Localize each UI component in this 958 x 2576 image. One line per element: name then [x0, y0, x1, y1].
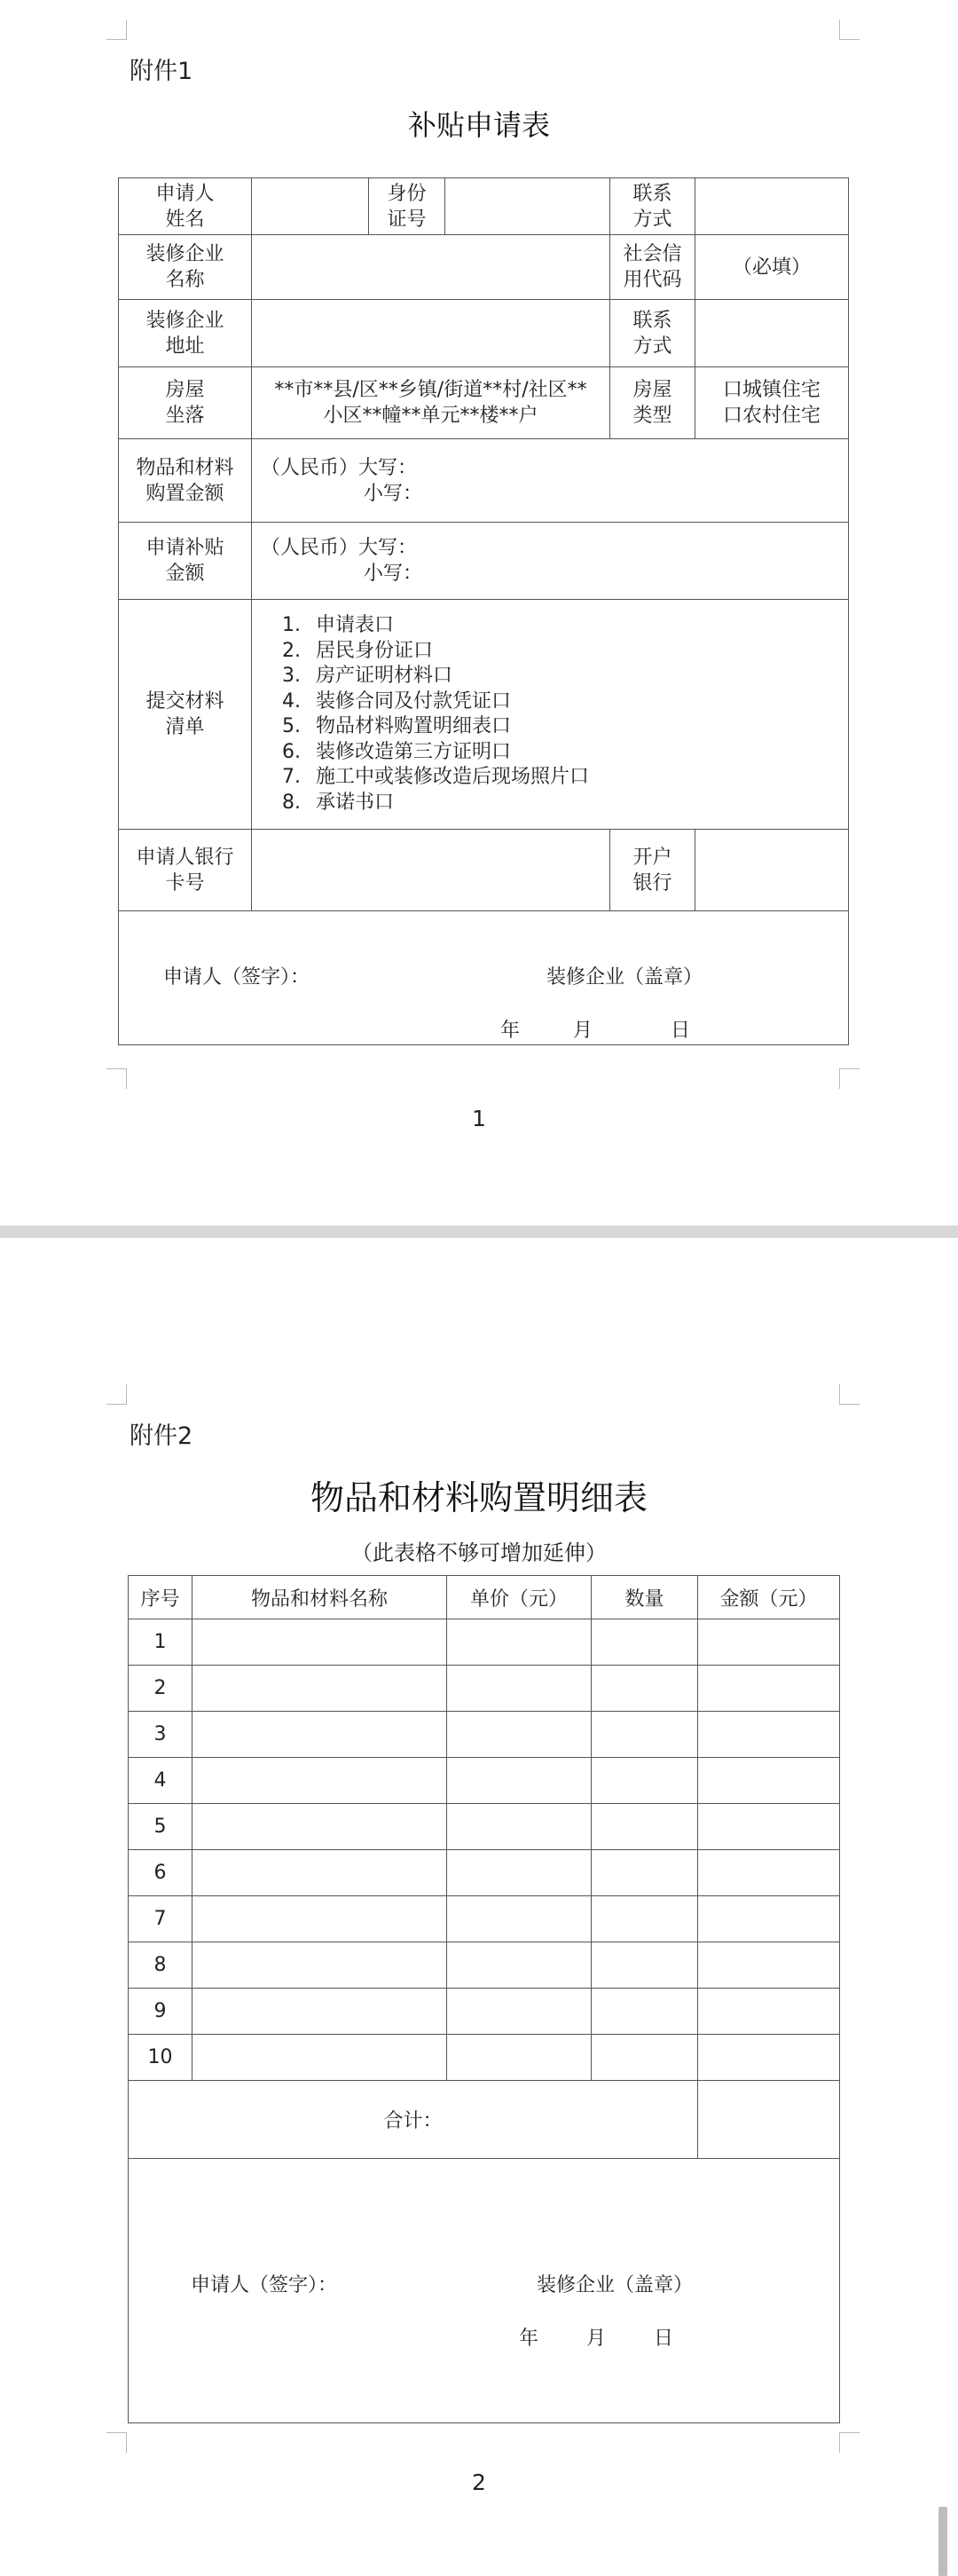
unit-price-cell[interactable]	[447, 1989, 592, 2035]
date-year: 年	[500, 1020, 521, 1042]
bank-label: 开户 银行	[610, 830, 695, 911]
total-amount-cell[interactable]	[698, 2081, 840, 2159]
purchase-amount-lowercase: 小写：	[364, 482, 423, 505]
date-month: 月	[586, 2328, 607, 2350]
page-number: 1	[472, 1106, 486, 1131]
quantity-cell[interactable]	[592, 1619, 698, 1666]
page-corner-mark	[839, 1384, 860, 1405]
quantity-cell[interactable]	[592, 1942, 698, 1989]
applicant-name-field[interactable]	[252, 178, 369, 235]
unit-price-cell[interactable]	[447, 1942, 592, 1989]
header-amount: 金额（元）	[698, 1576, 840, 1619]
item-name-cell[interactable]	[192, 1758, 447, 1804]
bank-card-label: 申请人银行 卡号	[119, 830, 252, 911]
unit-price-cell[interactable]	[447, 1666, 592, 1712]
amount-cell[interactable]	[698, 1666, 840, 1712]
quantity-cell[interactable]	[592, 1666, 698, 1712]
amount-cell[interactable]	[698, 1942, 840, 1989]
row-index: 3	[129, 1712, 192, 1758]
header-item-name: 物品和材料名称	[192, 1576, 447, 1619]
purchase-amount-label: 物品和材料 购置金额	[119, 439, 252, 523]
header-unit-price: 单价（元）	[447, 1576, 592, 1619]
id-number-field[interactable]	[445, 178, 610, 235]
header-index: 序号	[129, 1576, 192, 1619]
item-name-cell[interactable]	[192, 1712, 447, 1758]
page-title: 补贴申请表	[407, 108, 550, 142]
house-location-field[interactable]	[252, 367, 610, 439]
page-corner-mark	[839, 1068, 860, 1089]
signature-area	[129, 2159, 840, 2423]
company-seal-label[interactable]: 装修企业（盖章）	[537, 2274, 694, 2296]
table-row	[129, 1666, 840, 1712]
row-index: 10	[129, 2035, 192, 2081]
subsidy-amount-lowercase: 小写：	[364, 563, 423, 585]
page-number: 2	[472, 2470, 486, 2495]
purchase-amount-field[interactable]	[252, 439, 849, 523]
table-row	[129, 1712, 840, 1758]
total-row	[129, 2081, 840, 2159]
page-corner-mark	[106, 20, 127, 40]
page-corner-mark	[106, 1384, 127, 1405]
table-row	[129, 1896, 840, 1942]
item-name-cell[interactable]	[192, 1942, 447, 1989]
row-index: 9	[129, 1989, 192, 2035]
date-day: 日	[654, 2328, 674, 2350]
table-row	[129, 2035, 840, 2081]
material-item-2[interactable]: 2. 居民身份证口	[307, 639, 844, 665]
unit-price-cell[interactable]	[447, 1619, 592, 1666]
purchase-amount-uppercase: （人民币）大写：	[261, 456, 418, 479]
unit-price-cell[interactable]	[447, 1896, 592, 1942]
house-location-template: **市**县/区**乡镇/街道**村/社区** 小区**幢**单元**楼**户	[274, 379, 587, 427]
company-name-label: 装修企业 名称	[119, 235, 252, 300]
applicant-signature-label[interactable]: 申请人（签字）：	[163, 966, 310, 989]
materials-list-label: 提交材料 清单	[119, 600, 252, 830]
subsidy-application-form	[118, 177, 849, 1045]
id-number-label: 身份 证号	[369, 178, 445, 235]
header-quantity: 数量	[592, 1576, 698, 1619]
purchase-detail-table	[128, 1575, 840, 2423]
quantity-cell[interactable]	[592, 1989, 698, 2035]
house-type-label: 房屋 类型	[610, 367, 695, 439]
total-label: 合计：	[129, 2081, 698, 2159]
document-page-2	[0, 1238, 958, 2576]
amount-cell[interactable]	[698, 1758, 840, 1804]
table-row	[129, 1619, 840, 1666]
row-index: 5	[129, 1804, 192, 1850]
signature-area	[119, 911, 849, 1045]
unit-price-cell[interactable]	[447, 1712, 592, 1758]
subsidy-amount-uppercase: （人民币）大写：	[261, 537, 418, 559]
row-index: 8	[129, 1942, 192, 1989]
company-address-label: 装修企业 地址	[119, 300, 252, 367]
credit-code-field[interactable]	[695, 235, 849, 300]
materials-list	[252, 600, 849, 830]
table-row	[129, 1989, 840, 2035]
item-name-cell[interactable]	[192, 1850, 447, 1896]
amount-cell[interactable]	[698, 1619, 840, 1666]
subsidy-amount-field[interactable]	[252, 523, 849, 600]
amount-cell[interactable]	[698, 1989, 840, 2035]
row-index: 7	[129, 1896, 192, 1942]
item-name-cell[interactable]	[192, 1989, 447, 2035]
item-name-cell[interactable]	[192, 2035, 447, 2081]
credit-code-note: （必填）	[732, 256, 811, 279]
row-index: 6	[129, 1850, 192, 1896]
date-day: 日	[671, 1020, 691, 1042]
date-line	[500, 1018, 690, 1044]
quantity-cell[interactable]	[592, 1712, 698, 1758]
company-name-field[interactable]	[252, 235, 610, 300]
bank-field[interactable]	[695, 830, 849, 911]
table-header-row	[129, 1576, 840, 1619]
date-year: 年	[519, 2328, 539, 2350]
table-row	[129, 1804, 840, 1850]
credit-code-label: 社会信 用代码	[610, 235, 695, 300]
date-month: 月	[573, 1020, 593, 1042]
page-corner-mark	[106, 1068, 127, 1089]
scrollbar-thumb[interactable]	[938, 2507, 947, 2576]
amount-cell[interactable]	[698, 2035, 840, 2081]
quantity-cell[interactable]	[592, 1758, 698, 1804]
page-separator	[0, 1225, 958, 1238]
material-item-5[interactable]: 5. 物品材料购置明细表口	[307, 714, 844, 740]
company-address-field[interactable]	[252, 300, 610, 367]
signature-row	[129, 2159, 840, 2423]
amount-cell[interactable]	[698, 1896, 840, 1942]
contact-label: 联系 方式	[610, 178, 695, 235]
quantity-cell[interactable]	[592, 1804, 698, 1850]
item-name-cell[interactable]	[192, 1666, 447, 1712]
row-index: 1	[129, 1619, 192, 1666]
page-title: 物品和材料购置明细表	[310, 1478, 648, 1517]
annex-label: 附件2	[130, 1422, 193, 1450]
material-item-6[interactable]: 6. 装修改造第三方证明口	[307, 740, 844, 766]
page-corner-mark	[839, 2432, 860, 2453]
company-seal-label[interactable]: 装修企业（盖章）	[546, 966, 703, 989]
material-item-8[interactable]: 8. 承诺书口	[307, 791, 844, 816]
house-type-options[interactable]: 口城镇住宅 口农村住宅	[695, 367, 849, 439]
contact-field[interactable]	[695, 178, 849, 235]
item-name-cell[interactable]	[192, 1619, 447, 1666]
amount-cell[interactable]	[698, 1804, 840, 1850]
table-note: （此表格不够可增加延伸）	[351, 1540, 607, 1565]
applicant-signature-label[interactable]: 申请人（签字）：	[191, 2274, 338, 2296]
applicant-name-label: 申请人 姓名	[119, 178, 252, 235]
amount-cell[interactable]	[698, 1712, 840, 1758]
date-line	[519, 2323, 673, 2351]
page-corner-mark	[106, 2432, 127, 2453]
document-page-1	[0, 0, 958, 1225]
subsidy-amount-label: 申请补贴 金额	[119, 523, 252, 600]
quantity-cell[interactable]	[592, 2035, 698, 2081]
unit-price-cell[interactable]	[447, 1850, 592, 1896]
table-row	[129, 1850, 840, 1896]
row-index: 4	[129, 1758, 192, 1804]
item-name-cell[interactable]	[192, 1804, 447, 1850]
quantity-cell[interactable]	[592, 1896, 698, 1942]
row-index: 2	[129, 1666, 192, 1712]
quantity-cell[interactable]	[592, 1850, 698, 1896]
material-item-1[interactable]: 1. 申请表口	[307, 613, 844, 639]
table-row	[129, 1758, 840, 1804]
table-row	[129, 1942, 840, 1989]
item-name-cell[interactable]	[192, 1896, 447, 1942]
amount-cell[interactable]	[698, 1850, 840, 1896]
unit-price-cell[interactable]	[447, 2035, 592, 2081]
company-contact-field[interactable]	[695, 300, 849, 367]
house-location-label: 房屋 坐落	[119, 367, 252, 439]
bank-card-field[interactable]	[252, 830, 610, 911]
unit-price-cell[interactable]	[447, 1804, 592, 1850]
material-item-3[interactable]: 3. 房产证明材料口	[307, 664, 844, 689]
annex-label: 附件1	[130, 58, 193, 85]
unit-price-cell[interactable]	[447, 1758, 592, 1804]
company-contact-label: 联系 方式	[610, 300, 695, 367]
page-corner-mark	[839, 20, 860, 40]
material-item-7[interactable]: 7. 施工中或装修改造后现场照片口	[307, 765, 844, 791]
material-item-4[interactable]: 4. 装修合同及付款凭证口	[307, 689, 844, 715]
